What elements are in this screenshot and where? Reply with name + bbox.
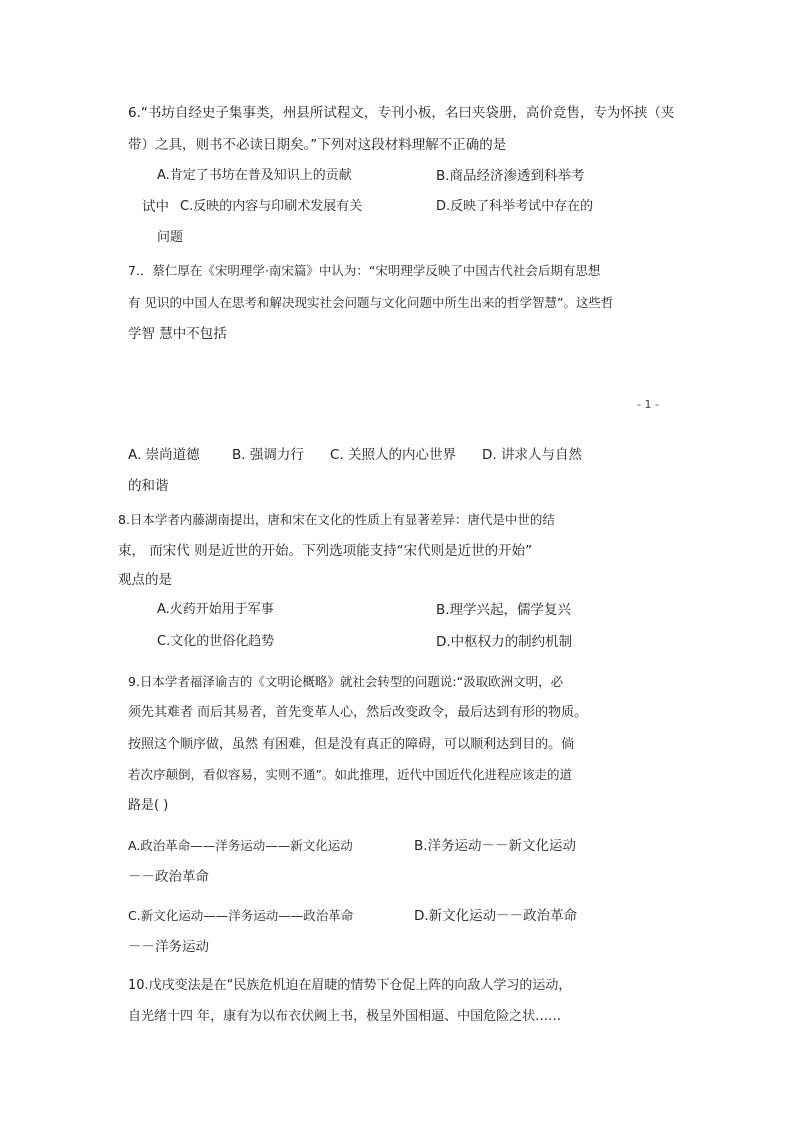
- q6-line1: 6.“书坊自经史子集事类，州县所试程文，专刊小板，名曰夹袋册，高价竞售，专为怀挟（夹: [128, 105, 675, 121]
- q7-line2: 有 见识的中国人在思考和解决现实社会问题与文化问题中所生出来的哲学智慧”。这些哲: [128, 295, 614, 310]
- q9-line4: 若次序颠倒，看似容易，实则不通”。如此推理，近代中国近代化进程应该走的道: [128, 767, 572, 782]
- q8-line2: 束， 而宋代 则是近世的开始。下列选项能支持“宋代则是近世的开始”: [118, 543, 533, 559]
- q10-line2: 自光绪十四 年，康有为以布衣伏阙上书，极呈外国相逼、中国危险之状……: [128, 1009, 562, 1024]
- q8-line1: 8.日本学者内藤湖南提出，唐和宋在文化的性质上有显著差异：唐代是中世的结: [118, 512, 555, 527]
- q9-option-b: B.洋务运动－－新文化运动: [414, 838, 577, 854]
- q7-option-c: C. 关照人的内心世界: [330, 447, 457, 463]
- q6-option-b: B.商品经济渗透到科举考: [436, 168, 585, 184]
- q8-line3: 观点的是: [118, 572, 172, 588]
- q7-option-d-cont: 的和谐: [128, 478, 169, 494]
- q8-option-d: D.中枢权力的制约机制: [436, 634, 573, 650]
- q7-option-a: A. 崇尚道德: [128, 447, 200, 463]
- q9-option-d-cont: －－洋务运动: [128, 939, 209, 955]
- q9-option-b-cont: －－政治革命: [128, 869, 209, 885]
- q7-option-d: D. 讲求人与自然: [482, 447, 582, 463]
- q6-option-d-cont: 问题: [157, 230, 184, 245]
- q10-line1: 10.戊戌变法是在“民族危机迫在眉睫的情势下仓促上阵的向敌人学习的运动，: [128, 978, 572, 993]
- q7-line3: 学智 慧中不包括: [128, 326, 227, 342]
- q6-option-b-cont: 试中: [142, 199, 169, 215]
- q6-option-a: A.肯定了书坊在普及知识上的贡献: [157, 168, 352, 183]
- q7-option-b: B. 强调力行: [232, 447, 304, 463]
- q9-option-c: C.新文化运动——洋务运动——政治革命: [128, 908, 354, 923]
- q9-line3: 按照这个顺序做，虽然 有困难，但是没有真正的障碍，可以顺利达到目的。倘: [128, 737, 575, 752]
- page-number: - 1 -: [637, 398, 659, 411]
- q9-line5: 路是( ): [128, 798, 169, 813]
- q6-line2: 带）之具，则书不必读日期矣。”下列对这段材料理解不正确的是: [128, 137, 507, 153]
- q9-line1: 9.日本学者福泽谕吉的《文明论概略》就社会转型的问题说:“汲取欧洲文明，必: [128, 674, 564, 689]
- q9-option-a: A.政治革命——洋务运动——新文化运动: [128, 838, 353, 853]
- q9-option-d: D.新文化运动－－政治革命: [414, 908, 578, 924]
- q8-option-a: A.火药开始用于军事: [157, 602, 274, 617]
- q7-line1: 7.．蔡仁厚在《宋明理学·南宋篇》中认为：“宋明理学反映了中国古代社会后期有思想: [128, 263, 601, 278]
- q6-option-c: C.反映的内容与印刷术发展有关: [180, 199, 363, 214]
- q6-option-d: D.反映了科举考试中存在的: [436, 199, 594, 214]
- q9-line2: 须先其难者 而后其易者，首先变革人心，然后改变政令，最后达到有形的物质。: [128, 705, 588, 720]
- q8-option-c: C.文化的世俗化趋势: [157, 634, 275, 649]
- q8-option-b: B.理学兴起，儒学复兴: [436, 602, 572, 618]
